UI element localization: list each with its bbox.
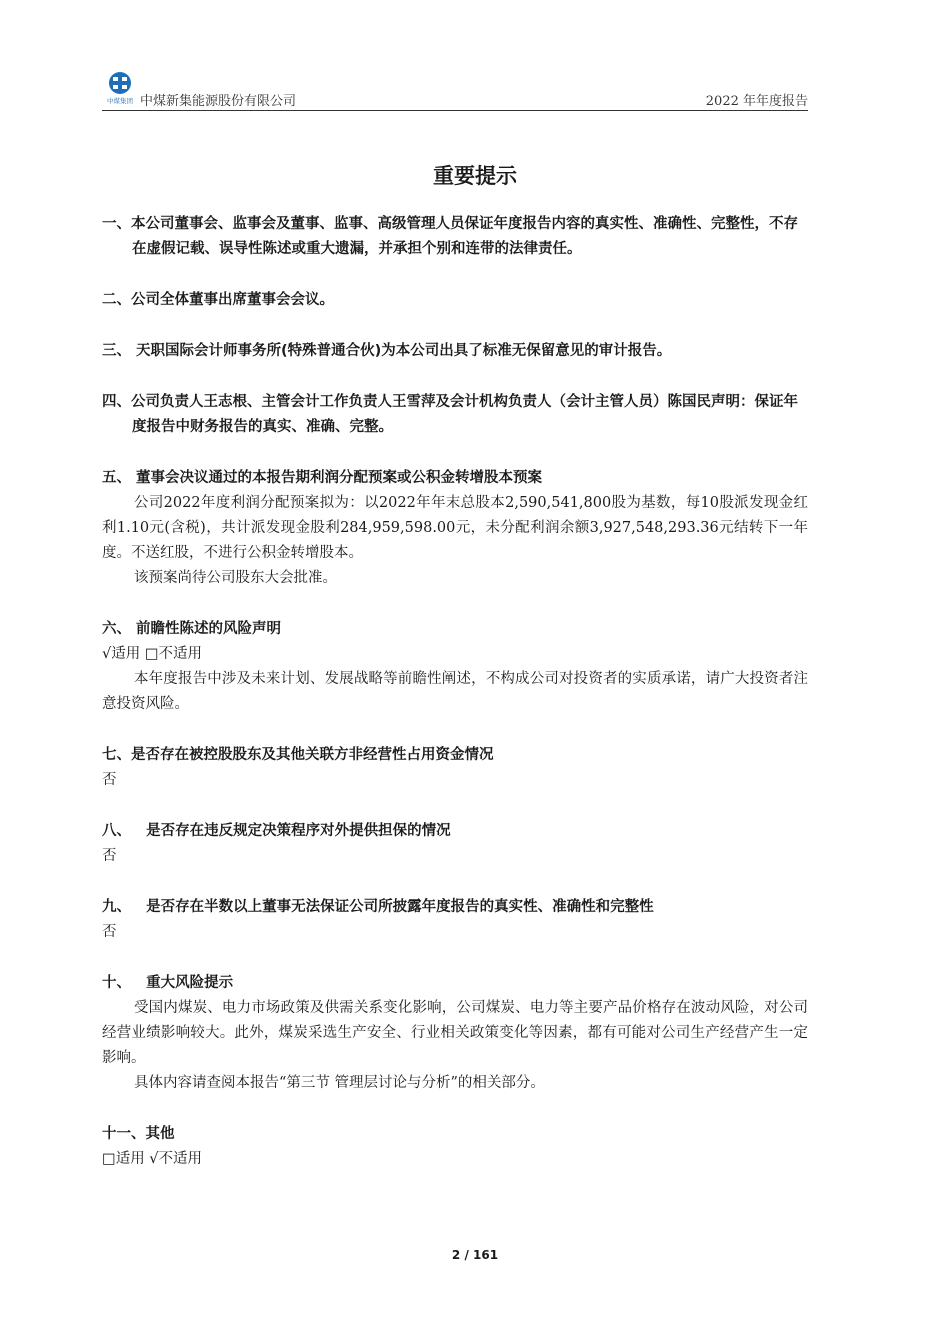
section-5 — [102, 466, 808, 591]
page-title: 重要提示 — [433, 164, 517, 188]
section-8-answer: 否 — [102, 848, 117, 864]
section-5-paragraph-2: 该预案尚待公司股东大会批准。 — [134, 570, 337, 586]
section-10 — [102, 971, 808, 1096]
section-10-heading: 十、 重大风险提示 — [102, 975, 234, 991]
section-6-paragraph: 本年度报告中涉及未来计划、发展战略等前瞻性阐述，不构成公司对投资者的实质承诺，请广大投资者注意投资风险。 — [102, 671, 808, 712]
section-3: 三、 天职国际会计师事务所(特殊普通合伙)为本公司出具了标准无保留意见的审计报告。 — [102, 343, 672, 359]
section-10-paragraph-1: 受国内煤炭、电力市场政策及供需关系变化影响，公司煤炭、电力等主要产品价格存在波动风险，对公司经营业绩影响较大。此外，煤炭采选生产安全、行业相关政策变化等因素，都有可能对公司生产经营产生一定影响。 — [102, 1000, 808, 1066]
section-8 — [102, 819, 808, 869]
section-11-applicability: □适用 √不适用 — [102, 1151, 203, 1167]
section-7 — [102, 743, 808, 793]
report-title: 2022 年年度报告 — [705, 94, 808, 109]
section-5-heading: 五、 董事会决议通过的本报告期利润分配预案或公积金转增股本预案 — [102, 470, 543, 486]
company-logo-icon — [102, 70, 138, 106]
logo-text: 中煤集团 — [107, 97, 133, 105]
section-11 — [102, 1122, 808, 1172]
page-number: 2 / 161 — [451, 1248, 499, 1262]
section-5-paragraph-1: 公司2022年度利润分配预案拟为：以2022年年末总股本2,590,541,800股为基数，每10股派发现金红利1.10元(含税)，共计派发现金股利284,959,598.00元，未分配利润余额3,927,548,293.36元结转下一年度。不送红股，不进行公积金转增股本。 — [102, 495, 808, 561]
section-7-answer: 否 — [102, 772, 117, 788]
section-10-paragraph-2: 具体内容请查阅本报告“第三节 管理层讨论与分析”的相关部分。 — [134, 1075, 545, 1091]
page-header — [102, 68, 808, 111]
section-9 — [102, 895, 808, 945]
section-9-answer: 否 — [102, 924, 117, 940]
section-8-heading: 八、 是否存在违反规定决策程序对外提供担保的情况 — [102, 823, 451, 839]
section-11-heading: 十一、其他 — [102, 1126, 175, 1142]
section-7-heading: 七、是否存在被控股股东及其他关联方非经营性占用资金情况 — [102, 747, 494, 763]
notice-content — [102, 212, 808, 1198]
section-6-heading: 六、 前瞻性陈述的风险声明 — [102, 621, 282, 637]
section-1: 一、本公司董事会、监事会及董事、监事、高级管理人员保证年度报告内容的真实性、准确性、完整性，不存在虚假记载、误导性陈述或重大遗漏，并承担个别和连带的法律责任。 — [102, 216, 798, 257]
company-name: 中煤新集能源股份有限公司 — [140, 94, 297, 109]
section-6 — [102, 617, 808, 717]
section-4: 四、公司负责人王志根、主管会计工作负责人王雪萍及会计机构负责人（会计主管人员）陈国民声明：保证年度报告中财务报告的真实、准确、完整。 — [102, 394, 798, 435]
section-2: 二、公司全体董事出席董事会会议。 — [102, 292, 334, 308]
section-6-applicability: √适用 □不适用 — [102, 646, 203, 662]
section-9-heading: 九、 是否存在半数以上董事无法保证公司所披露年度报告的真实性、准确性和完整性 — [102, 899, 654, 915]
